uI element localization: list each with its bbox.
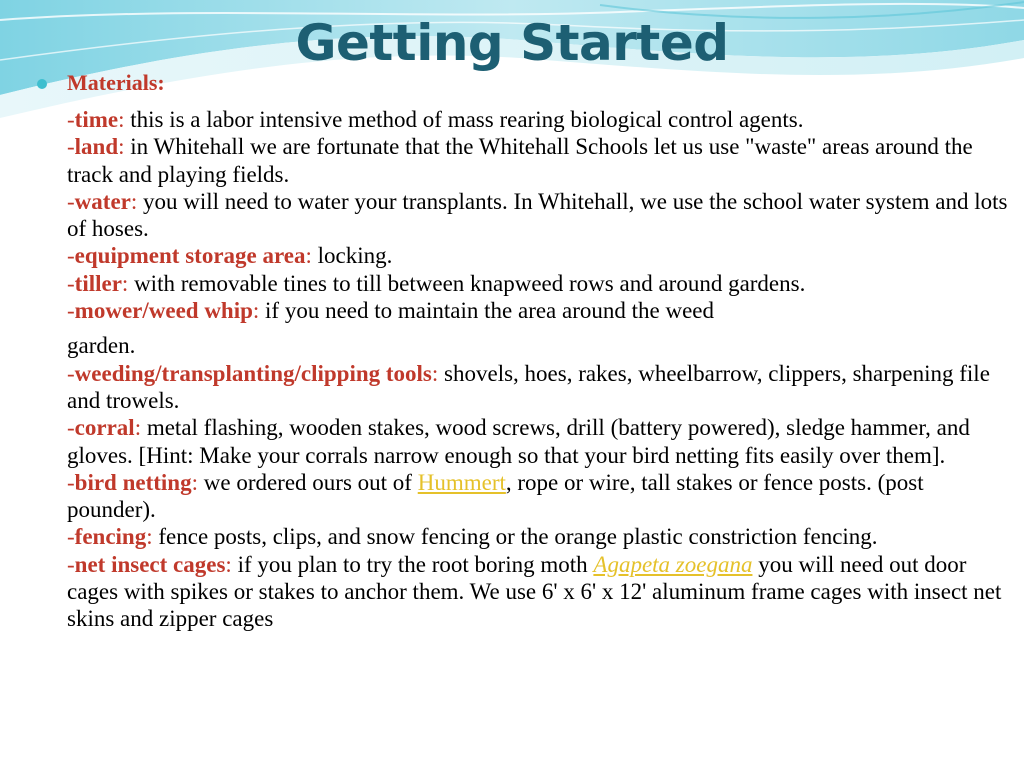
item-colon: : xyxy=(305,243,312,269)
item-dash: - xyxy=(67,188,75,214)
item-term: time xyxy=(74,107,119,132)
list-item xyxy=(67,242,1012,269)
item-term: water xyxy=(74,188,131,214)
item-text-continued: garden. xyxy=(67,333,136,359)
item-term: mower/weed whip xyxy=(74,298,253,324)
item-term: tiller xyxy=(74,270,122,296)
item-text: fence posts, clips, and snow fencing or the orange plastic constriction fencing. xyxy=(152,524,878,550)
list-item xyxy=(67,469,1012,524)
item-colon: : xyxy=(252,298,260,324)
item-colon: : xyxy=(146,524,153,550)
list-item xyxy=(67,551,1012,633)
materials-heading: Materials: xyxy=(67,70,165,95)
item-term: land xyxy=(74,134,119,160)
item-colon: : xyxy=(121,270,129,296)
item-dash: - xyxy=(67,298,75,324)
item-dash: - xyxy=(67,134,75,160)
item-text: locking. xyxy=(311,243,393,269)
item-text-after: , rope or wire, tall stakes or fence posts. (post pounder). xyxy=(67,469,924,523)
hummert-link[interactable]: Hummert xyxy=(417,469,506,495)
item-dash: - xyxy=(67,469,75,495)
item-dash: - xyxy=(67,243,75,269)
item-text: in Whitehall we are fortunate that the Whitehall Schools let us use "waste" areas around the track and playing fields. xyxy=(67,134,973,187)
list-item xyxy=(67,106,1012,133)
list-item xyxy=(67,523,1012,550)
item-text: we ordered ours out of xyxy=(198,469,418,495)
materials-list xyxy=(67,106,1012,633)
item-text: metal flashing, wooden stakes, wood screws, drill (battery powered), sledge hammer, and gloves. [Hint: Make your corrals narrow enough so that your bird netting fits easily over them]. xyxy=(67,415,970,468)
item-colon: : xyxy=(191,469,198,495)
item-colon: : xyxy=(134,415,142,441)
item-colon: : xyxy=(225,551,232,577)
item-dash: - xyxy=(67,360,75,386)
item-colon: : xyxy=(118,134,125,160)
item-text: if you need to maintain the area around the weed xyxy=(259,298,715,324)
item-term: corral xyxy=(74,415,135,441)
item-text: shovels, hoes, rakes, wheelbarrow, clippers, sharpening file and trowels. xyxy=(67,360,990,413)
bullet-dot-icon xyxy=(37,79,47,89)
item-dash: - xyxy=(67,551,75,577)
list-item xyxy=(67,414,1012,469)
item-text: with removable tines to till between knapweed rows and around gardens. xyxy=(128,270,806,296)
item-text: this is a labor intensive method of mass rearing biological control agents. xyxy=(124,107,804,132)
list-item xyxy=(67,133,1012,188)
list-item xyxy=(67,188,1012,243)
item-term: bird netting xyxy=(74,469,192,495)
item-text: if you plan to try the root boring moth xyxy=(231,551,594,577)
item-colon: : xyxy=(118,107,125,132)
item-text-after: you will need out door cages with spikes or stakes to anchor them. We use 6' x 6' x 12' aluminum frame cages with insect net skins and zipper cages xyxy=(67,551,1002,632)
item-dash: - xyxy=(67,415,75,441)
item-dash: - xyxy=(67,270,75,296)
item-colon: : xyxy=(130,188,138,214)
agapeta-zoegana-link[interactable]: Agapeta zoegana xyxy=(593,551,753,577)
item-term: weeding/transplanting/clipping tools xyxy=(74,360,432,386)
item-colon: : xyxy=(431,360,439,386)
item-text: you will need to water your transplants. In Whitehall, we use the school water system and lots of hoses. xyxy=(67,188,1008,242)
item-dash: - xyxy=(67,107,75,132)
item-dash: - xyxy=(67,524,75,550)
list-item xyxy=(67,297,1012,360)
item-term: net insect cages xyxy=(74,551,226,577)
item-term: equipment storage area xyxy=(74,243,306,269)
item-term: fencing xyxy=(74,524,147,550)
slide-title: Getting Started xyxy=(295,14,729,72)
list-item xyxy=(67,270,1012,297)
list-item xyxy=(67,360,1012,415)
